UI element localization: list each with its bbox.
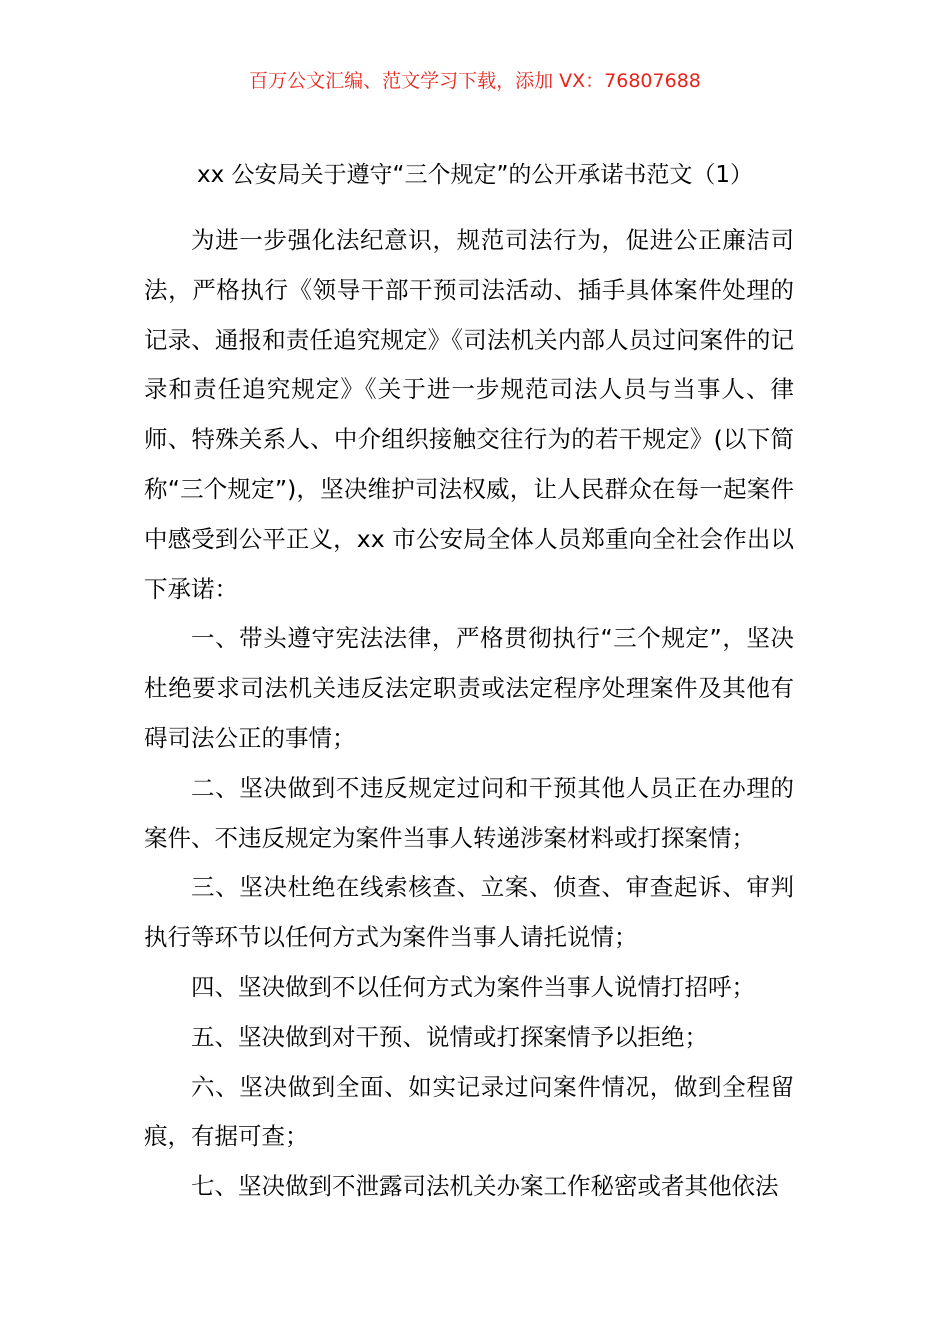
paragraph-item-6: 六、坚决做到全面、如实记录过问案件情况，做到全程留痕，有据可查； [144,1072,794,1151]
paragraph-item-2: 二、坚决做到不违反规定过问和干预其他人员正在办理的案件、不违反规定为案件当事人转递涉案材料或打探案情； [144,773,794,852]
paragraph-item-1: 一、带头遵守宪法法律，严格贯彻执行“三个规定”，坚决杜绝要求司法机关违反法定职责或法定程序处理案件及其他有碍司法公正的事情； [144,624,794,752]
paragraph-item-4: 四、坚决做到不以任何方式为案件当事人说情打招呼； [191,972,755,1001]
paragraph-item-7: 七、坚决做到不泄露司法机关办案工作秘密或者其他依法 [191,1172,779,1201]
paragraph-intro: 为进一步强化法纪意识，规范司法行为，促进公正廉洁司法，严格执行《领导干部干预司法活动、插手具体案件处理的记录、通报和责任追究规定》《司法机关内部人员过问案件的记录和责任追究规定》《关于进一步规范司法人员与当事人、律师、特殊关系人、中介组织接触交往行为的若干规定》(以下简称“三个规定”)，坚决维护司法权威，让人民群众在每一起案件中感受到公平正义，xx 市公安局全体人员郑重向全社会作出以下承诺： [144,226,794,603]
document-title: xx 公安局关于遵守“三个规定”的公开承诺书范文（1） [197,162,753,188]
paragraph-item-3: 三、坚决杜绝在线索核查、立案、侦查、审查起诉、审判执行等环节以任何方式为案件当事人请托说情； [144,873,794,952]
paragraph-item-5: 五、坚决做到对干预、说情或打探案情予以拒绝； [191,1022,708,1051]
header-watermark-text: 百万公文汇编、范文学习下载，添加 VX：76807688 [249,70,701,92]
document-body [144,216,794,1212]
